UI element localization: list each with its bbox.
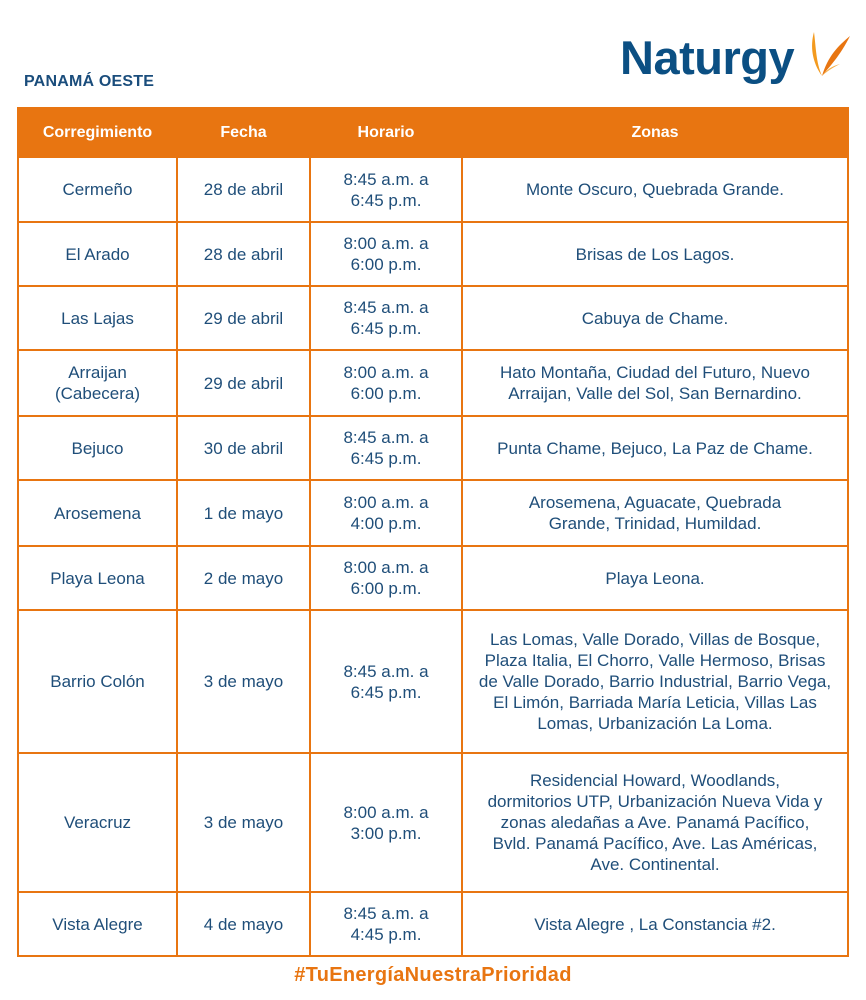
cell-horario: 8:45 a.m. a 6:45 p.m. (310, 286, 462, 350)
butterfly-icon (800, 26, 852, 86)
table-row (18, 222, 848, 286)
cell-corregimiento: Cermeño (18, 157, 177, 222)
cell-horario: 8:00 a.m. a 6:00 p.m. (310, 350, 462, 416)
table-row (18, 892, 848, 956)
table-row (18, 546, 848, 610)
header-corregimiento: Corregimiento (18, 108, 177, 157)
cell-fecha: 3 de mayo (177, 753, 310, 892)
cell-corregimiento: Bejuco (18, 416, 177, 480)
table-row (18, 753, 848, 892)
cell-zonas: Las Lomas, Valle Dorado, Villas de Bosque, Plaza Italia, El Chorro, Valle Hermoso, Brisas de Valle Dorado, Barrio Industrial, Barrio Vega, El Limón, Barriada María Leticia, Villas Las Lomas, Urbanización La Loma. (462, 610, 848, 753)
cell-corregimiento: Las Lajas (18, 286, 177, 350)
cell-fecha: 3 de mayo (177, 610, 310, 753)
cell-fecha: 28 de abril (177, 222, 310, 286)
table-row (18, 157, 848, 222)
cell-zonas: Arosemena, Aguacate, Quebrada Grande, Trinidad, Humildad. (462, 480, 848, 546)
cell-zonas: Playa Leona. (462, 546, 848, 610)
cell-horario: 8:45 a.m. a 6:45 p.m. (310, 157, 462, 222)
cell-zonas: Punta Chame, Bejuco, La Paz de Chame. (462, 416, 848, 480)
cell-zonas: Hato Montaña, Ciudad del Futuro, Nuevo Arraijan, Valle del Sol, San Bernardino. (462, 350, 848, 416)
logo-wordmark: Naturgy (620, 31, 795, 84)
cell-zonas: Brisas de Los Lagos. (462, 222, 848, 286)
header-fecha: Fecha (177, 108, 310, 157)
cell-corregimiento: Arosemena (18, 480, 177, 546)
cell-horario: 8:00 a.m. a 6:00 p.m. (310, 546, 462, 610)
cell-corregimiento: El Arado (18, 222, 177, 286)
table-row (18, 350, 848, 416)
naturgy-logo (620, 26, 852, 90)
cell-fecha: 30 de abril (177, 416, 310, 480)
cell-fecha: 29 de abril (177, 350, 310, 416)
cell-corregimiento: Arraijan (Cabecera) (18, 350, 177, 416)
cell-fecha: 2 de mayo (177, 546, 310, 610)
cell-zonas: Monte Oscuro, Quebrada Grande. (462, 157, 848, 222)
table-row (18, 286, 848, 350)
table-row (18, 416, 848, 480)
table-row (18, 480, 848, 546)
cell-corregimiento: Veracruz (18, 753, 177, 892)
cell-zonas: Residencial Howard, Woodlands, dormitorios UTP, Urbanización Nueva Vida y zonas aledañas a Ave. Panamá Pacífico, Bvld. Panamá Pacífico, Ave. Las Américas, Ave. Continental. (462, 753, 848, 892)
cell-fecha: 1 de mayo (177, 480, 310, 546)
cell-zonas: Vista Alegre , La Constancia #2. (462, 892, 848, 956)
cell-horario: 8:00 a.m. a 4:00 p.m. (310, 480, 462, 546)
cell-horario: 8:45 a.m. a 6:45 p.m. (310, 610, 462, 753)
cell-corregimiento: Playa Leona (18, 546, 177, 610)
cell-fecha: 28 de abril (177, 157, 310, 222)
campaign-hashtag: #TuEnergíaNuestraPrioridad (294, 964, 572, 986)
table-header-row (18, 108, 848, 157)
region-title: PANAMÁ OESTE (24, 73, 155, 90)
cell-horario: 8:00 a.m. a 6:00 p.m. (310, 222, 462, 286)
cell-fecha: 4 de mayo (177, 892, 310, 956)
cell-corregimiento: Barrio Colón (18, 610, 177, 753)
cell-fecha: 29 de abril (177, 286, 310, 350)
cell-corregimiento: Vista Alegre (18, 892, 177, 956)
header-zonas: Zonas (462, 108, 848, 157)
schedule-table (17, 107, 849, 957)
cell-horario: 8:00 a.m. a 3:00 p.m. (310, 753, 462, 892)
header-horario: Horario (310, 108, 462, 157)
table-row (18, 610, 848, 753)
cell-horario: 8:45 a.m. a 6:45 p.m. (310, 416, 462, 480)
cell-zonas: Cabuya de Chame. (462, 286, 848, 350)
cell-horario: 8:45 a.m. a 4:45 p.m. (310, 892, 462, 956)
